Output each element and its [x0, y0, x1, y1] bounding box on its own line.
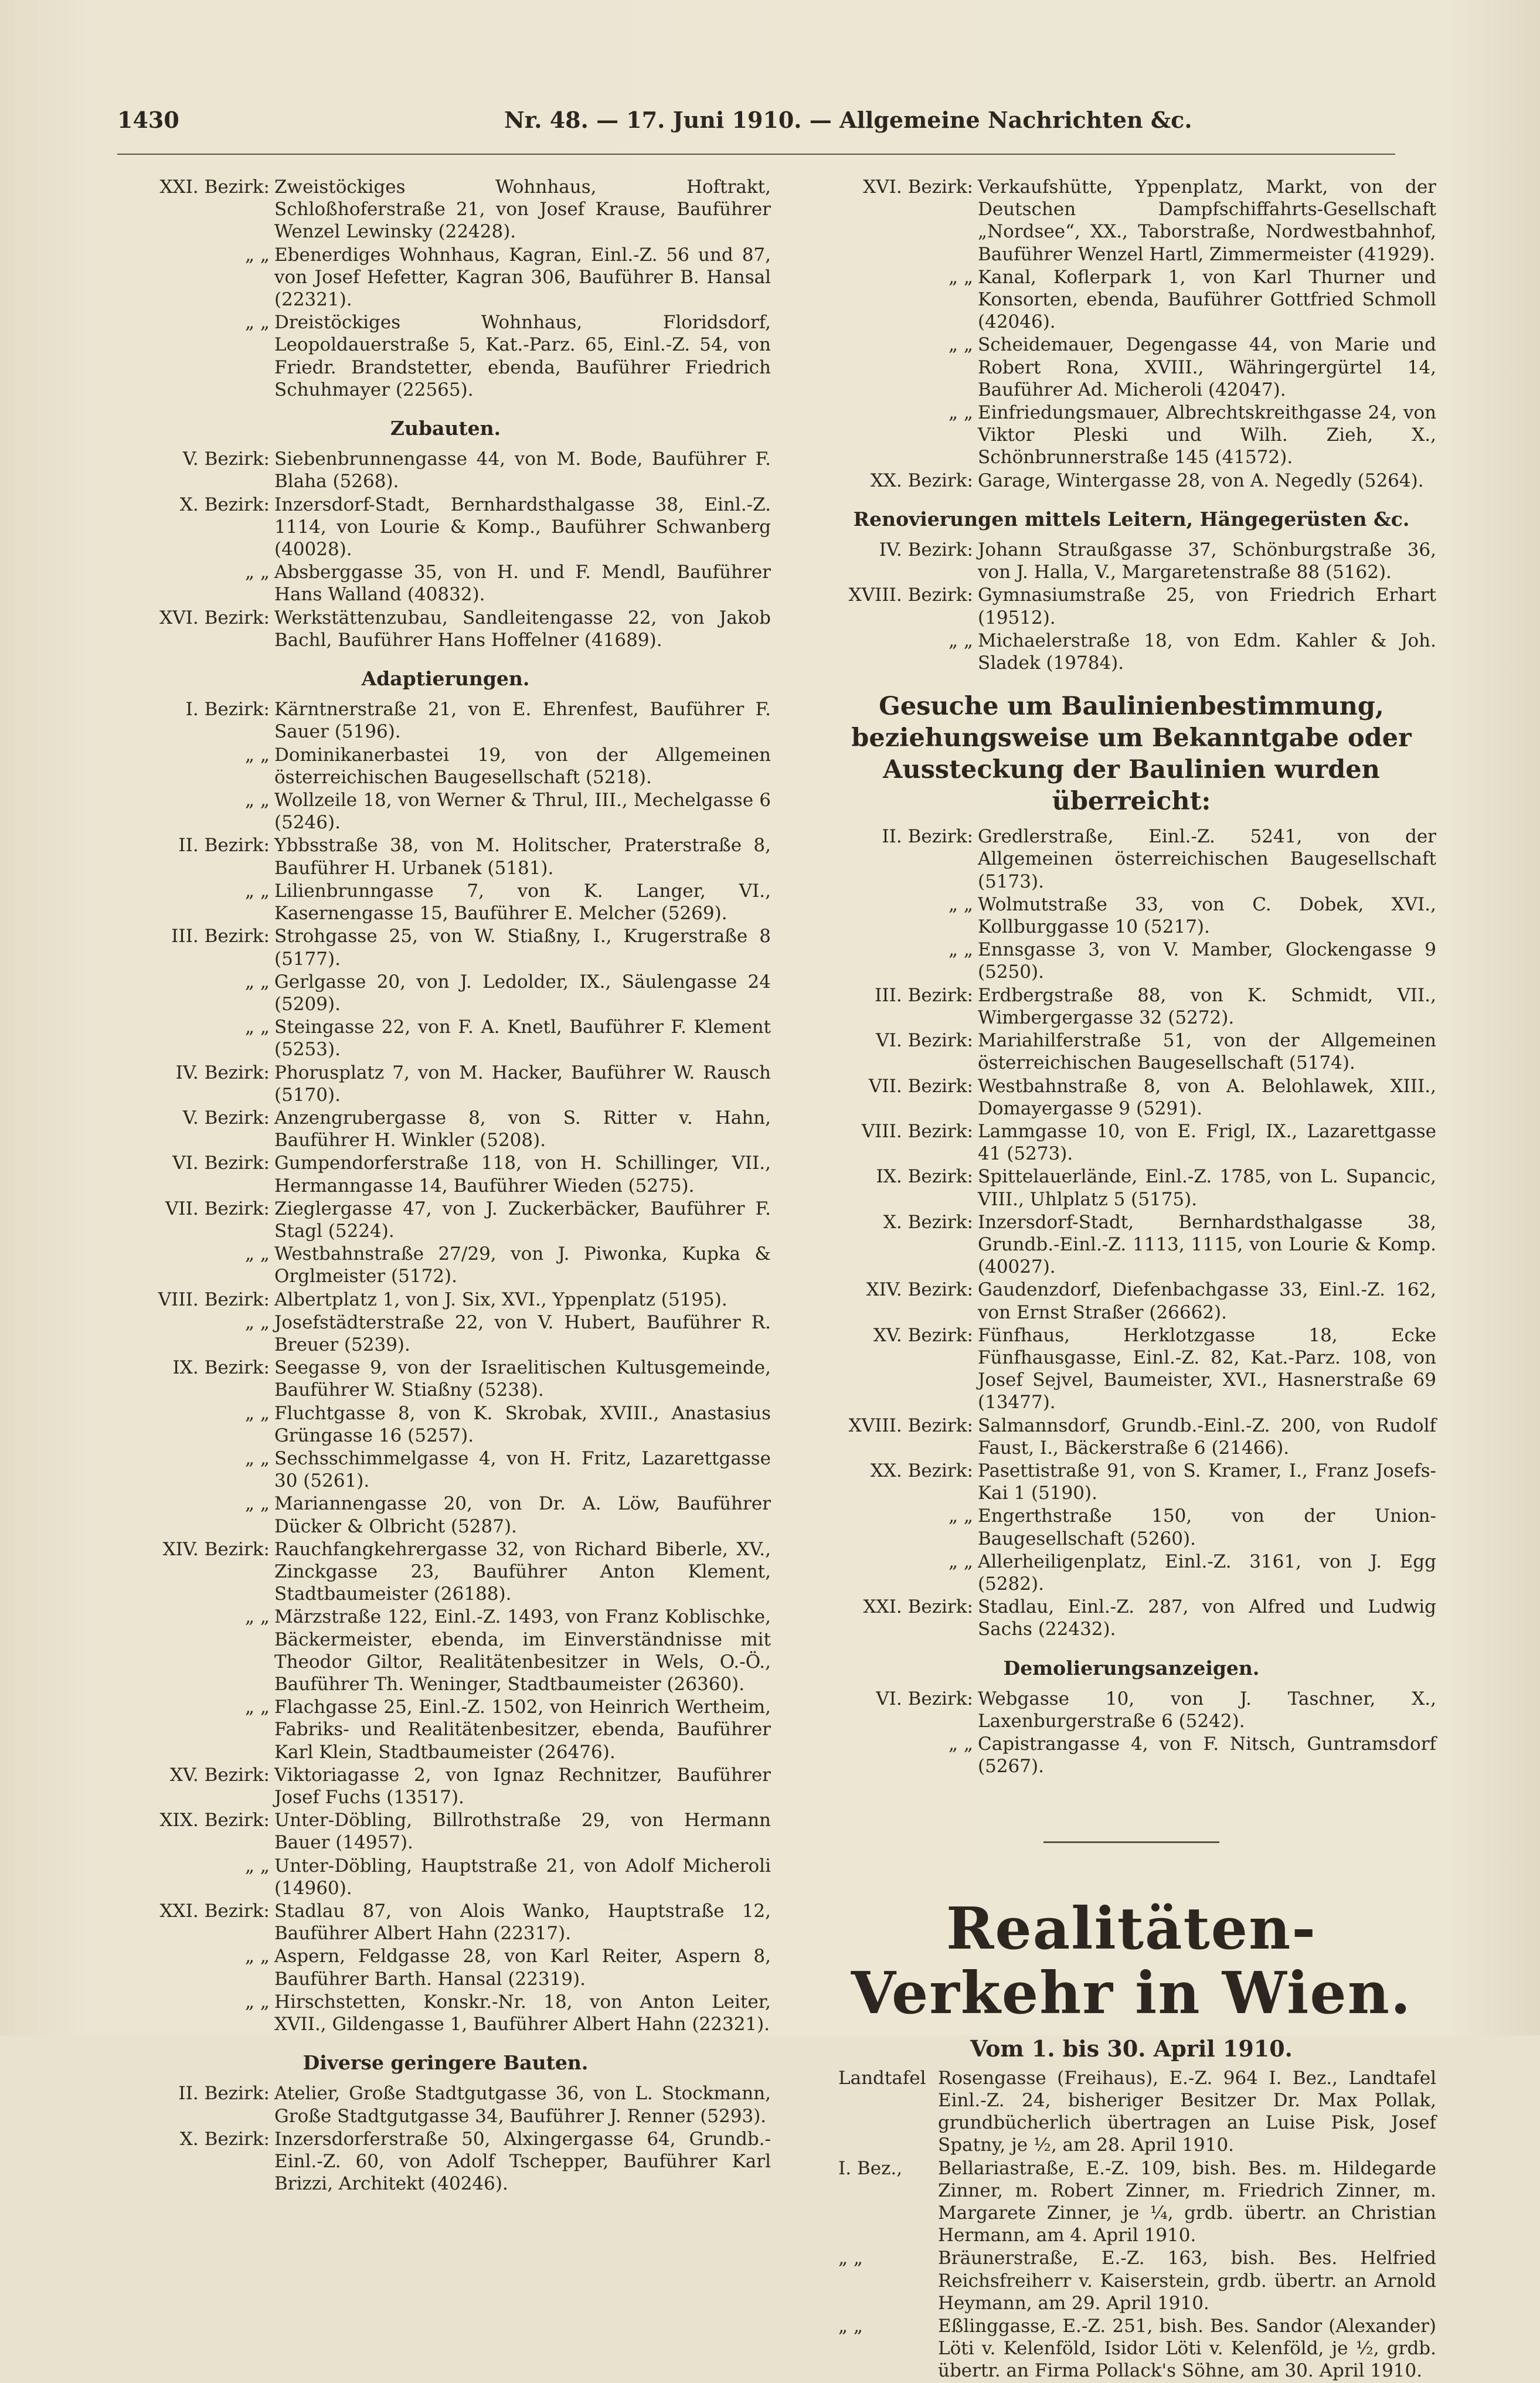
entry-text: Gymnasiumstraße 25, von Friedrich Erhart (19512). — [978, 584, 1436, 628]
list-item — [120, 1198, 771, 1242]
list-item — [120, 1809, 771, 1854]
page-header — [117, 107, 1192, 142]
district: XVI. Bezirk: — [863, 176, 973, 198]
entry-text: Scheidemauer, Degengasse 44, von Marie und Robert Rona, XVIII., Währingergürtel 14, Bauführer Ad. Micheroli (42047). — [978, 334, 1436, 400]
entry-text: Engerthstraße 150, von der Union-Baugesellschaft (5260). — [978, 1505, 1436, 1549]
entry-text: Einfriedungsmauer, Albrechtskreithgasse 24, von Viktor Pleski und Wilh. Zieh, X., Schönbrunnerstraße 145 (41572). — [978, 402, 1436, 468]
list-item — [120, 1493, 771, 1537]
district: IX. Bezirk: — [876, 1166, 973, 1188]
entry-text: Mariannengasse 20, von Dr. A. Löw, Bauführer Dücker & Olbricht (5287). — [274, 1493, 771, 1537]
list-item — [120, 1311, 771, 1356]
entry-text: Spittelauerlände, Einl.-Z. 1785, von L. Supancic, VIII., Uhlplatz 5 (5175). — [978, 1166, 1436, 1210]
district: „ „ — [838, 2316, 863, 2337]
entry-text: Mariahilferstraße 51, von der Allgemeinen österreichischen Baugesellschaft (5174). — [978, 1030, 1436, 1074]
entry-text: Josefstädterstraße 22, von V. Hubert, Bauführer R. Breuer (5239). — [274, 1311, 771, 1355]
entry-text: Kärntnerstraße 21, von E. Ehrenfest, Bauführer F. Sauer (5196). — [274, 699, 771, 743]
entry-text: Verkaufshütte, Yppenplatz, Markt, von der Deutschen Dampfschiffahrts-Gesellschaft „Nordsee“, XX., Taborstraße, Nordwestbahnhof, Bauführer Wenzel Hartl, Zimmermeister (41929). — [978, 176, 1436, 265]
entry-text: Zweistöckiges Wohnhaus, Hoftrakt, Schloßhoferstraße 21, von Josef Krause, Bauführer Wenzel Lewinsky (22428). — [274, 176, 771, 243]
entry-text: Phorusplatz 7, von M. Hacker, Bauführer W. Rausch (5170). — [274, 1062, 771, 1106]
entry-text: Michaelerstraße 18, von Edm. Kahler & Joh. Sladek (19784). — [978, 630, 1436, 674]
list-item — [120, 176, 771, 243]
entry-text: Stadlau 87, von Alois Wanko, Hauptstraße 12, Bauführer Albert Hahn (22317). — [274, 1901, 771, 1945]
header-rule — [117, 154, 1395, 155]
section-heading-diverse: Diverse geringere Bauten. — [302, 2051, 589, 2075]
list-item — [120, 1538, 771, 1606]
entry-text: Seegasse 9, von der Israelitischen Kultusgemeinde, Bauführer W. Stiaßny (5238). — [274, 1357, 771, 1401]
adaptierungen-list — [120, 698, 771, 2035]
section-heading-renovierungen: Renovierungen mittels Leitern, Hängegerüsten &c. — [853, 507, 1410, 531]
entry-text: Werkstättenzubau, Sandleitengasse 22, von Jakob Bachl, Bauführer Hans Hoffelner (41689). — [274, 607, 771, 651]
district: „ „ — [245, 1855, 270, 1877]
district: III. Bezirk: — [171, 926, 270, 947]
district: „ „ — [245, 244, 270, 266]
entry-text: Dreistöckiges Wohnhaus, Floridsdorf, Leopoldauerstraße 5, Kat.-Parz. 65, Einl.-Z. 54, von Friedr. Brandstetter, ebenda, Bauführer Friedrich Schuhmayer (22565). — [274, 312, 771, 400]
entry-text: Steingasse 22, von F. A. Knetl, Bauführer F. Klement (5253). — [274, 1017, 771, 1060]
entry-text: Strohgasse 25, von W. Stiaßny, I., Krugerstraße 8 (5177). — [274, 926, 771, 970]
list-item — [827, 1120, 1436, 1165]
entry-text: Inzersdorf-Stadt, Bernhardsthalgasse 38, Einl.-Z. 1114, von Lourie & Komp., Bauführer Schwanberg (40028). — [274, 494, 771, 560]
entry-text: Wollzeile 18, von Werner & Thrul, III., Mechelgasse 6 (5246). — [274, 790, 771, 834]
entry-text: Flachgasse 25, Einl.-Z. 1502, von Heinrich Wertheim, Fabriks- und Realitätenbesitzer, ebenda, Bauführer Karl Klein, Stadtbaumeister (26476). — [274, 1697, 771, 1763]
district: XXI. Bezirk: — [863, 1596, 973, 1618]
entry-text: Inzersdorf-Stadt, Bernhardsthalgasse 38, Grundb.-Einl.-Z. 1113, 1115, von Lourie & Komp. (40027). — [978, 1211, 1436, 1278]
list-item — [120, 2082, 771, 2127]
district: „ „ — [245, 744, 270, 766]
list-item — [827, 1505, 1436, 1549]
right-column — [827, 176, 1436, 2383]
district: „ „ — [245, 562, 270, 583]
entry-text: Atelier, Große Stadtgutgasse 36, von L. Stockmann, Große Stadtgutgasse 34, Bauführer J. Renner (5293). — [274, 2083, 771, 2127]
entry-text: Absberggasse 35, von H. und F. Mendl, Bauführer Hans Walland (40832). — [274, 562, 771, 606]
entry-text: Siebenbrunnengasse 44, von M. Bode, Bauführer F. Blaha (5268). — [274, 448, 771, 492]
list-item — [120, 744, 771, 788]
district: „ „ — [949, 939, 973, 961]
district: „ „ — [245, 312, 270, 334]
section-divider — [1043, 1841, 1219, 1843]
district: Landtafel — [838, 2067, 926, 2089]
entry-text: Viktoriagasse 2, von Ignaz Rechnitzer, Bauführer Josef Fuchs (13517). — [274, 1764, 771, 1809]
district: XVI. Bezirk: — [159, 607, 270, 628]
section-heading-baulinien: Gesuche um Baulinienbestimmung, beziehungsweise um Bekanntgabe oder Aussteckung der Baulinien wurden überreicht: — [851, 692, 1412, 817]
list-item — [827, 176, 1436, 266]
entry-text: Eßlinggasse, E.-Z. 251, bish. Bes. Sandor (Alexander) Löti v. Kelenföld, Isidor Löti v. Kelenföld, je ½, grdb. übertr. an Firma Pollack's Söhne, am 30. April 1910. — [938, 2316, 1436, 2382]
section-heading-demolierungen: Demolierungsanzeigen. — [1003, 1656, 1260, 1680]
list-item — [120, 1606, 771, 1695]
district: „ „ — [245, 1991, 270, 2013]
district: „ „ — [245, 1447, 270, 1469]
district: XVIII. Bezirk: — [848, 584, 973, 606]
baulinien-list — [827, 825, 1436, 1640]
list-item — [120, 1107, 771, 1151]
list-item — [827, 334, 1436, 401]
district: „ „ — [949, 402, 973, 424]
entry-text: Ybbsstraße 38, von M. Holitscher, Praterstraße 8, Bauführer H. Urbanek (5181). — [274, 835, 771, 879]
entry-text: Zieglergasse 47, von J. Zuckerbäcker, Bauführer F. Stagl (5224). — [274, 1198, 771, 1242]
list-item — [120, 971, 771, 1015]
realitaeten-list — [827, 2067, 1436, 2382]
district: XV. Bezirk: — [169, 1764, 270, 1786]
demolierungen-list — [827, 1688, 1436, 1778]
page-running-title: Nr. 48. — 17. Juni 1910. — Allgemeine Nachrichten &c. — [504, 107, 1192, 133]
list-item — [120, 1062, 771, 1106]
district: „ „ — [245, 971, 270, 992]
district: V. Bezirk: — [182, 1107, 270, 1128]
entry-text: Gaudenzdorf, Diefenbachgasse 33, Einl.-Z. 162, von Ernst Straßer (26662). — [978, 1279, 1436, 1323]
district: XXI. Bezirk: — [159, 176, 270, 198]
district: X. Bezirk: — [179, 494, 270, 515]
district: II. Bezirk: — [178, 2083, 270, 2105]
list-item — [827, 266, 1436, 334]
district: „ „ — [949, 266, 973, 288]
district: „ „ — [245, 1311, 270, 1333]
section-heading-zubauten: Zubauten. — [390, 417, 501, 440]
list-item — [120, 561, 771, 606]
district: „ „ — [245, 880, 270, 902]
district: „ „ — [949, 630, 973, 651]
list-item — [120, 2128, 771, 2195]
list-item — [120, 311, 771, 401]
entry-text: Sechsschimmelgasse 4, von H. Fritz, Lazarettgasse 30 (5261). — [274, 1447, 771, 1492]
district: „ „ — [245, 1946, 270, 1967]
entry-text: Stadlau, Einl.-Z. 287, von Alfred und Ludwig Sachs (22432). — [978, 1596, 1436, 1640]
district: V. Bezirk: — [182, 448, 270, 470]
list-item — [827, 984, 1436, 1029]
entry-text: Johann Straußgasse 37, Schönburgstraße 36, von J. Halla, V., Margaretenstraße 88 (5162). — [978, 539, 1436, 583]
entry-text: Rosengasse (Freihaus), E.-Z. 964 I. Bez., Landtafel Einl.-Z. 24, bisheriger Besitzer Dr. Max Pollak, grundbücherlich übertragen an Luise Pisk, Josef Spatny, je ½, am 28. April 1910. — [938, 2067, 1436, 2156]
list-item — [120, 1696, 771, 1763]
district: XXI. Bezirk: — [159, 1901, 270, 1922]
list-item — [120, 1900, 771, 1945]
district: X. Bezirk: — [179, 2128, 270, 2150]
entry-text: Hirschstetten, Konskr.-Nr. 18, von Anton Leiter, XVII., Gildengasse 1, Bauführer Albert Hahn (22321). — [274, 1991, 771, 2035]
district: „ „ — [245, 790, 270, 811]
entry-text: Albertplatz 1, von J. Six, XVI., Yppenplatz (5195). — [274, 1289, 727, 1310]
district: „ „ — [245, 1697, 270, 1718]
list-item — [827, 1551, 1436, 1595]
district: II. Bezirk: — [178, 835, 270, 856]
entry-text: Garage, Wintergasse 28, von A. Negedly (5264). — [978, 470, 1424, 491]
list-item — [120, 1991, 771, 2035]
district: XX. Bezirk: — [870, 1460, 973, 1481]
district: XIV. Bezirk: — [866, 1279, 973, 1301]
list-item — [120, 494, 771, 561]
list-item — [120, 1357, 771, 1401]
list-item — [827, 1688, 1436, 1732]
list-item — [120, 1402, 771, 1447]
entry-text: Fünfhaus, Herklotzgasse 18, Ecke Fünfhausgasse, Einl.-Z. 82, Kat.-Parz. 108, von Josef Sejvel, Baumeister, XVI., Hasnerstraße 69 (13477). — [978, 1324, 1436, 1413]
diverse-list — [120, 2082, 771, 2195]
district: „ „ — [245, 1493, 270, 1515]
entry-text: Wolmutstraße 33, von C. Dobek, XVI., Kollburggasse 10 (5217). — [978, 893, 1436, 938]
district: „ „ — [949, 893, 973, 915]
district: XX. Bezirk: — [870, 470, 973, 491]
district: XVIII. Bezirk: — [848, 1415, 973, 1436]
entry-text: Capistrangasse 4, von F. Nitsch, Guntramsdorf (5267). — [978, 1733, 1436, 1777]
list-item — [827, 1324, 1436, 1414]
list-item — [827, 1733, 1436, 1777]
entry-text: Aspern, Feldgasse 28, von Karl Reiter, Aspern 8, Bauführer Barth. Hansal (22319). — [274, 1946, 771, 1990]
entry-text: Bräunerstraße, E.-Z. 163, bish. Bes. Helfried Reichsfreiherr v. Kaiserstein, grdb. übertr. an Arnold Heymann, am 29. April 1910. — [938, 2248, 1436, 2314]
district: II. Bezirk: — [882, 826, 973, 848]
list-item — [827, 1075, 1436, 1120]
section-heading-adaptierungen: Adaptierungen. — [361, 667, 530, 691]
district: „ „ — [838, 2248, 863, 2269]
list-item — [827, 1165, 1436, 1210]
district: „ „ — [949, 1733, 973, 1755]
list-item — [120, 1152, 771, 1196]
district: XIX. Bezirk: — [159, 1810, 270, 1831]
district: VIII. Bezirk: — [861, 1120, 973, 1142]
list-item — [120, 1764, 771, 1809]
district: XV. Bezirk: — [873, 1324, 973, 1346]
entry-text: Lammgasse 10, von E. Frigl, IX., Lazarettgasse 41 (5273). — [978, 1120, 1436, 1165]
district: „ „ — [245, 1402, 270, 1424]
district: X. Bezirk: — [883, 1211, 973, 1233]
district: VII. Bezirk: — [165, 1198, 270, 1219]
entry-text: Webgasse 10, von J. Taschner, X., Laxenburgerstraße 6 (5242). — [978, 1688, 1436, 1732]
entry-text: Westbahnstraße 8, von A. Belohlawek, XIII., Domayergasse 9 (5291). — [978, 1075, 1436, 1119]
entry-text: Gumpendorferstraße 118, von H. Schillinger, VII., Hermanngasse 14, Bauführer Wieden (5275). — [274, 1153, 771, 1196]
list-item — [120, 698, 771, 743]
list-item — [827, 1279, 1436, 1323]
entry-text: Dominikanerbastei 19, von der Allgemeinen österreichischen Baugesellschaft (5218). — [274, 744, 771, 788]
district: I. Bez., — [838, 2157, 903, 2179]
list-item — [120, 1447, 771, 1492]
district: IX. Bezirk: — [172, 1357, 270, 1379]
list-item — [120, 925, 771, 970]
entry-text: Erdbergstraße 88, von K. Schmidt, VII., Wimbergergasse 32 (5272). — [978, 984, 1436, 1028]
entry-text: Lilienbrunngasse 7, von K. Langer, VI., Kasernengasse 15, Bauführer E. Melcher (5269). — [274, 880, 771, 924]
list-item — [120, 1289, 771, 1311]
realitaeten-subtitle: Vom 1. bis 30. April 1910. — [970, 2035, 1293, 2062]
entry-text: Allerheiligenplatz, Einl.-Z. 3161, von J. Egg (5282). — [978, 1551, 1436, 1595]
entry-text: Gerlgasse 20, von J. Ledolder, IX., Säulengasse 24 (5209). — [274, 971, 771, 1015]
entry-text: Inzersdorferstraße 50, Alxingergasse 64, Grundb.-Einl.-Z. 60, von Adolf Tschepper, Bauführer Karl Brizzi, Architekt (40246). — [274, 2128, 771, 2195]
list-item — [120, 1855, 771, 1899]
list-item — [827, 1211, 1436, 1279]
entry-text: Märzstraße 122, Einl.-Z. 1493, von Franz Koblischke, Bäckermeister, ebenda, im Einverständnisse mit Theodor Giltor, Realitätenbesitzer in Wels, O.-Ö., Bauführer Th. Weninger, Stadtbaumeister (26360). — [274, 1606, 771, 1695]
list-item — [827, 1460, 1436, 1504]
district: IV. Bezirk: — [175, 1062, 270, 1083]
district: „ „ — [245, 1017, 270, 1038]
list-item — [120, 834, 771, 879]
district: III. Bezirk: — [875, 984, 973, 1006]
district: VIII. Bezirk: — [158, 1289, 270, 1310]
list-item — [827, 584, 1436, 628]
district: IV. Bezirk: — [879, 539, 973, 561]
entry-text: Pasettistraße 91, von S. Kramer, I., Franz Josefs-Kai 1 (5190). — [978, 1460, 1436, 1504]
list-item — [827, 2247, 1436, 2314]
list-item — [827, 1029, 1436, 1074]
list-item — [827, 539, 1436, 583]
district: „ „ — [949, 1505, 973, 1527]
entry-text: Anzengrubergasse 8, von S. Ritter v. Hahn, Bauführer H. Winkler (5208). — [274, 1107, 771, 1151]
zubauten-list — [120, 448, 771, 651]
bauten-list-continued — [827, 176, 1436, 492]
list-item — [827, 893, 1436, 938]
list-item — [827, 825, 1436, 893]
list-item — [827, 939, 1436, 983]
list-item — [827, 2067, 1436, 2157]
district: VI. Bezirk: — [876, 1030, 973, 1052]
entry-text: Fluchtgasse 8, von K. Skrobak, XVIII., Anastasius Grüngasse 16 (5257). — [274, 1402, 771, 1446]
list-item — [120, 1243, 771, 1287]
list-item — [120, 1945, 771, 1990]
entry-text: Unter-Döbling, Hauptstraße 21, von Adolf Micheroli (14960). — [274, 1855, 771, 1899]
entry-text: Gredlerstraße, Einl.-Z. 5241, von der Allgemeinen österreichischen Baugesellschaft (5173). — [978, 826, 1436, 892]
list-item — [120, 607, 771, 651]
entry-text: Bellariastraße, E.-Z. 109, bish. Bes. m. Hildegarde Zinner, m. Robert Zinner, m. Friedrich Zinner, m. Margarete Zinner, je ¼, grdb. übertr. an Christian Hermann, am 4. April 1910. — [938, 2157, 1436, 2246]
entry-text: Westbahnstraße 27/29, von J. Piwonka, Kupka & Orglmeister (5172). — [274, 1243, 771, 1287]
list-item — [827, 1596, 1436, 1640]
left-column — [120, 176, 771, 2195]
list-item — [827, 1415, 1436, 1459]
realitaeten-title: Realitäten-Verkehr in Wien. — [851, 1895, 1412, 2027]
list-item — [120, 1016, 771, 1060]
district: I. Bezirk: — [185, 699, 270, 720]
list-item — [827, 470, 1436, 492]
list-item — [120, 880, 771, 924]
list-item — [827, 2157, 1436, 2247]
list-item — [827, 2315, 1436, 2382]
district: „ „ — [245, 1243, 270, 1265]
list-item — [827, 630, 1436, 674]
district: „ „ — [245, 1606, 270, 1628]
district: XIV. Bezirk: — [162, 1538, 270, 1560]
district: VII. Bezirk: — [868, 1075, 973, 1097]
list-item — [120, 244, 771, 311]
district: VI. Bezirk: — [172, 1153, 270, 1174]
entry-text: Ebenerdiges Wohnhaus, Kagran, Einl.-Z. 56 und 87, von Josef Hefetter, Kagran 306, Bauführer B. Hansal (22321). — [274, 244, 771, 311]
entry-text: Salmannsdorf, Grundb.-Einl.-Z. 200, von Rudolf Faust, I., Bäckerstraße 6 (21466). — [978, 1415, 1436, 1459]
district: „ „ — [949, 1551, 973, 1572]
list-item — [827, 402, 1436, 469]
entry-text: Ennsgasse 3, von V. Mamber, Glockengasse 9 (5250). — [978, 939, 1436, 983]
entry-text: Rauchfangkehrergasse 32, von Richard Biberle, XV., Zinckgasse 23, Bauführer Anton Klement, Stadtbaumeister (26188). — [274, 1538, 771, 1605]
entry-text: Unter-Döbling, Billrothstraße 29, von Hermann Bauer (14957). — [274, 1810, 771, 1854]
renovierungen-list — [827, 539, 1436, 674]
list-item — [120, 448, 771, 492]
page-number: 1430 — [117, 107, 179, 133]
list-item — [120, 789, 771, 834]
entry-text: Kanal, Koflerpark 1, von Karl Thurner und Konsorten, ebenda, Bauführer Gottfried Schmoll (42046). — [978, 266, 1436, 333]
district: „ „ — [949, 334, 973, 356]
district: VI. Bezirk: — [876, 1688, 973, 1709]
neubauten-list — [120, 176, 771, 401]
